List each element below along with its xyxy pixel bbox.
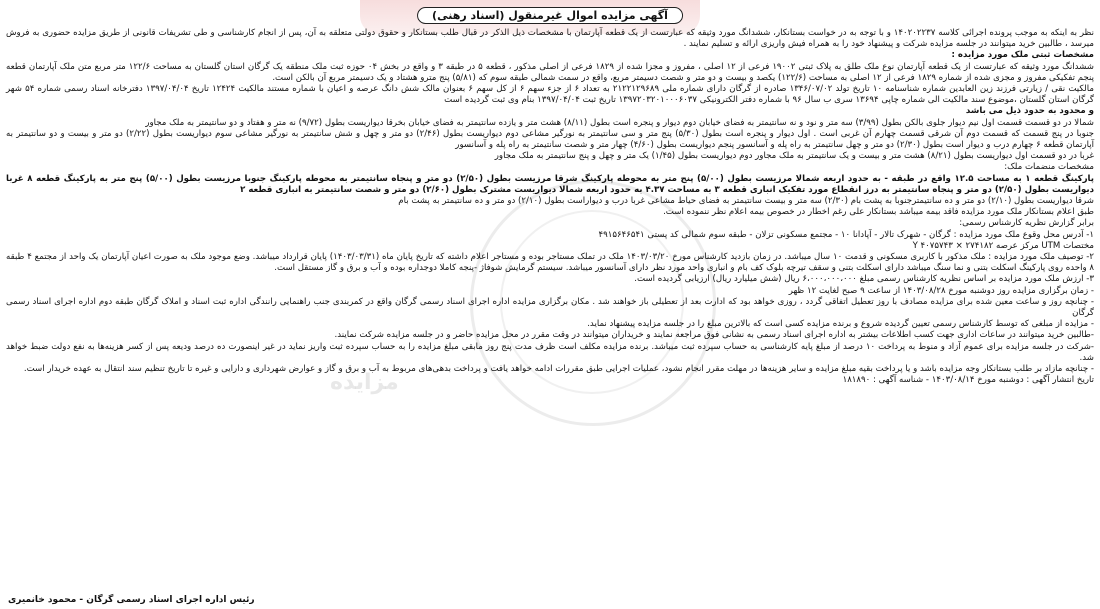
body-paragraph-22: - چنانچه مازاد بر طلب بستانکار وجه مزایده باشد و یا پرداخت بقیه مبلغ مزایده و سایر هزینه‌ها در مهلت مقرر انجام نشود، عملیات اجرایی طبق مقررات ادامه خواهد یافت و پرداخت بدهی‌های مربوط به آب و برق و گاز و عوارض شهرداری و دارایی و غیره تا تاریخ تنظیم سند انتقال به عهده خریدار است.: [23, 364, 1094, 375]
section-heading-3: پارکینگ قطعه ۱ به مساحت ۱۲.۵ واقع در طبقه - به حدود اربعه شمالا مرزیست بطول (۵/۰۰) پنج متر به محوطه پارکینگ شرقا مرزیست بطول (۲/۵۰) دو متر و پنجاه سانتیمتر به محوطه پارکینگ جنوبا مرزیست بطول (۵/۰۰) پنج متر به پارکینگ قطعه ۸ غربا دیواریست بطول (۲/۵۰) دو متر و پنجاه سانتیمتر به درز انقطاع مورد تفکیک انباری قطعه ۳ به مساحت ۴.۳۷ به حدود اربعه شمالا دیواریست مشترک بطول (۲/۶۰) دو متر و شصت سانتیمتر به انباری قطعه ۲: [6, 173, 1094, 195]
body-paragraph-15: ۲- توصیف ملک مورد مزایده : ملک مذکور با کاربری مسکونی و قدمت ۱۰ سال میباشد. در زمان بازدید کارشناس مورخ ۱۴۰۳/۰۳/۲۰ ملک در تملک مستاجر بوده و مستاجر اعلام داشته که تاریخ پایان ماه (۱۴۰۳/۰۳/۳۱) پایان قرارداد میباشد. وضع موجود ملک به صورت اعیان آپارتمان یک واحد از مجتمع ۴ طبقه ۸ واحده روی پارکینگ اسکلت بتنی و نما سنگ میباشد دارای اسکلت بتنی و سقف تیرچه بلوک کف بام و انباری واحد مورد نظر دارای آسانسور میباشد. سیستم گرمایش شوفاژ -پنجه کاملا دوجداره بوده و آب و برق و گاز مستقل است.: [6, 252, 1094, 274]
body-paragraph-20: -طالبین خرید میتوانند در ساعات اداری جهت کسب اطلاعات بیشتر به اداره اجرای اسناد رسمی به نشانی فوق مراجعه نمایند و خریداران میتوانند در وقت مقرر در محل مزایده حاضر و در جلسه مزایده شرکت نمایند.: [334, 330, 1094, 341]
body-paragraph-17: - زمان برگزاری مزایده روز دوشنبه مورخ ۱۴۰۳/۰۸/۲۸ از ساعت ۹ صبح لغایت ۱۲ ظهر: [788, 285, 1094, 296]
body-paragraph-16: ۳- ارزش ملک مورد مزایده بر اساس نظریه کارشناس رسمی مبلغ ۶،۰۰۰،۰۰۰،۰۰۰ ریال (شش میلیارد ریال) ارزیابی گردیده است.: [634, 274, 1094, 285]
notice-body: [6, 28, 1094, 387]
body-paragraph-13: ۱- آدرس محل وقوع ملک مورد مزایده : گرگان - شهرک تالار - آپادانا ۱۰ - مجتمع مسکونی تزلان - طبقه سوم شمالی کد پستی ۴۹۱۵۶۴۶۵۴۱: [598, 229, 1094, 240]
body-paragraph-5: شمالا در دو قسمت قسمت اول نیم دیوار جلوی بالکن بطول (۳/۹۹) سه متر و نود و نه سانتیمتر به فضای خیابان دوم دیوار و پنجره است بطول (۸/۱۱) هشت متر و یازده سانتیمتر به فضای خیابان بخرقا دیواریست بطول (۹/۷۲) نه متر و هفتاد و دو سانتیمتر به ملک مجاور: [145, 117, 1094, 128]
body-paragraph-21: -شرکت در جلسه مزایده برای عموم آزاد و منوط به پرداخت ۱۰ درصد از مبلغ پایه کارشناسی به حساب سپرده ثبت میباشد. برنده مزایده مکلف است ظرف مدت پنج روز مابقی مبلغ مزایده را به حساب سپرده ثبت واریز نماید در غیر اینصورت ده درصد ودیعه پس از کسر هزینه‌ها به نفع دولت ضبط خواهد شد.: [6, 341, 1094, 363]
body-paragraph-10: شرقا دیواریست بطول (۲/۱۰) دو متر و ده سانتیمترجنوبا به پشت بام (۲/۳۰) سه متر و بیست سانتیمتر به فضای حیاط مشاعی غربا درب و دیواراست بطول (۲/۱۰) دو متر و ده سانتیمتر به پشت بام: [398, 196, 1094, 207]
body-paragraph-7: غربا در دو قسمت اول دیواریست بطول (۸/۲۱) هشت متر و بیست و یک سانتیمتر به ملک مجاور دوم دیواریست بطول (۱/۴۵) یک متر و چهل و پنج سانتیمتر به ملک مجاور: [494, 151, 1094, 162]
body-paragraph-18: - چنانچه روز و ساعت معین شده برای مزایده مصادف با روز تعطیل اتفاقی گردد ، روزی خواهد بود که ادارت بعد از تعطیلی باز خواهند شد . مکان برگزاری مزایده اداره اجرای اسناد رسمی گرگان واقع در کمربندی جنب راهنمایی رانندگی اداره ثبت اسناد و املاک گرگان طبقه دوم اداره اجرای اسناد رسمی گرگان: [6, 296, 1094, 319]
body-paragraph-8: مشخصات منضمات ملک:: [1004, 162, 1094, 173]
intro-paragraph: نظر به اینکه به موجب پرونده اجرائی کلاسه ۱۴۰۲۰۲۲۳۷ و با توجه به در خواست بستانکار، ششدانگ مورد وثیقه که عبارتست از یک قطعه آپارتمان با مشخصات ذیل الذکر در قبال طلب بستانکار و حقوق دولتی متعلقه به آن، پس از انجام کارشناسی و طی تشریفات قانونی از طریق مزایده حضوری به فروش میرسد ، طالبین خرید میتوانند در جلسه مزایده شرکت و پیشنهاد خود را به همراه فیش واریزی ارائه و تسلیم نمایند .: [6, 28, 1094, 50]
notice-title: آگهی مزایده اموال غیرمنقول (اسناد رهنی): [417, 7, 683, 24]
section-heading-1: مشخصات ثبتی ملک مورد مزایده :: [951, 50, 1094, 61]
body-paragraph-6: جنوبا در پنج قسمت که قسمت دوم آن شرقی قسمت چهارم آن غربی است . اول دیوار و پنجره است بطول (۵/۳۰) پنج متر و سی سانتیمتر به نورگیر مشاعی دوم دیواریست بطول (۲/۴۶) دو متر و چهل و شش سانتیمتر به نورگیر مشاعی سوم دیواریست بطول (۲/۲۲) دو متر و بیست و دو سانتیمتر به آپارتمان قطعه ۶ چهارم درب و دیوار است بطول (۲/۳۰) دو متر و چهل سانتیمتر به راه پله و آسانسور پنجم دیواریست بطول (۴/۶۰) چهار متر و شصت سانتیمتر به راه پله و آسانسور: [6, 128, 1094, 151]
body-paragraph-11: طبق اعلام بستانکار ملک مورد مزایده فاقد بیمه میباشد بستانکار علی رغم اخطار در خصوص بیمه اعلام نظر ننموده است.: [663, 207, 1094, 218]
body-paragraph-19: - مزایده از مبلغی که توسط کارشناس رسمی تعیین گردیده شروع و برنده مزایده کسی است که بالاترین مبلغ را در جلسه مزایده پیشنهاد نماید.: [587, 319, 1094, 330]
body-paragraph-14: مختصات UTM مرکز عرصه ۲۷۴۱۸۲ × ۴۰۷۵۷۴۳ Y: [912, 240, 1094, 251]
body-paragraph-3: مالکیت نقی / زیارتی فرزند زین العابدین شماره شناسنامه ۱۰ تاریخ تولد ۱۳۴۶/۰۷/۰۲ صادره از گرگان دارای شماره ملی ۲۱۲۲۱۲۹۶۸۹ به تعداد ۶ از جزء سهم ۶ از کل سهم ۶ بعنوان مالک شش دانگ عرصه و اعیان با شماره مستند مالکیت ۱۲۴۲۴ تاریخ ۱۳۹۷/۰۴/۰۴ دفترخانه اسناد رسمی شماره ۵۴ شهر گرگان استان گلستان ،موضوع سند مالکیت الی شماره چاپی ۱۳۶۹۴ سری ب سال ۹۶ با شماره دفتر الکترونیکی ۱۳۹۷۲۰۳۲۰۱۰۰۰۶۰۳۷ تاریخ ثبت ۱۳۹۷/۰۴/۰۴ بنام وی ثبت گردیده است: [6, 84, 1094, 106]
section-heading-2: و محدود به حدود ذیل می باشد: [965, 106, 1094, 117]
signature-line: رئیس اداره اجرای اسناد رسمی گرگان - محمود خانمیری: [8, 595, 255, 605]
watermark-text: مزایده: [330, 370, 399, 395]
body-paragraph-12: برابر گزارش نظریه کارشناس رسمی:: [959, 218, 1094, 229]
body-paragraph-2: ششدانگ مورد وثیقه که عبارتست از یک قطعه آپارتمان نوع ملک طلق به پلاک ثبتی ۱۹۰۰۲ فرعی از ۱۲ اصلی ، مفروز و مجزا شده از ۱۸۲۹ فرعی از اصلی مذکور ، قطعه ۵ در طبقه ۳ و واقع در بخش ۰۴ حوزه ثبت ملک منطقه یک گرگان استان گلستان به مساحت ۱۲۲/۶ متر مربع متن ملک آپارتمان قطعه پنجم تفکیکی مفروز و مجزی شده از شماره ۱۸۲۹ فرعی از ۱۲ اصلی به مساحت (۱۲۲/۶) یکصد و بیست و دو متر و شصت دسیمتر مربع، واقع در سمت شمالی طبقه سوم که (۵/۸۱) پنج مترو هشتاد و یک دسیمتر مربع آن بالکن است.: [6, 61, 1095, 83]
body-paragraph-23: تاریخ انتشار آگهی : دوشنبه مورخ ۱۴۰۳/۰۸/۱۴ - شناسه آگهی : ۱۸۱۸۹۰: [842, 375, 1094, 386]
